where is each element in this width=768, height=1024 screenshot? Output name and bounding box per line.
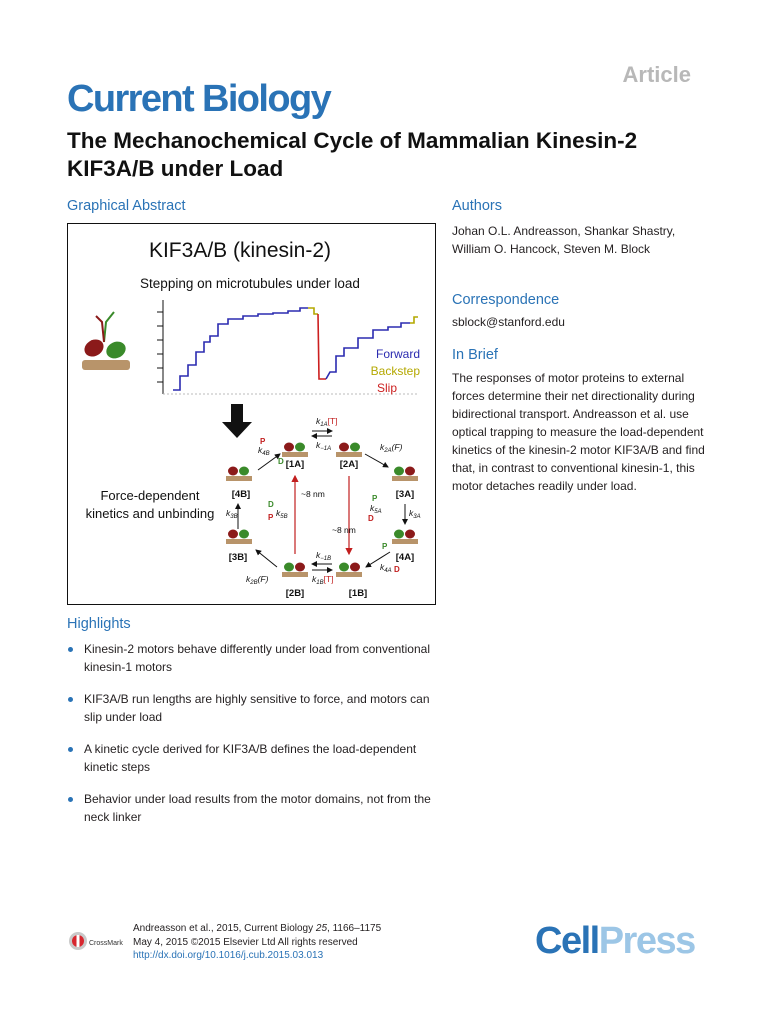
authors-list: Johan O.L. Andreasson, Shankar Shastry, William O. Hancock, Steven M. Block bbox=[452, 224, 676, 256]
rate-k5A: $k_{5A}$ bbox=[370, 503, 382, 515]
state-1A: [1A] bbox=[285, 459, 305, 470]
motor-3A bbox=[392, 467, 418, 482]
slip-trace bbox=[318, 314, 326, 379]
rate-k2B: $k_{2B}(F)$ bbox=[246, 574, 269, 586]
transition-arrow bbox=[222, 404, 252, 438]
highlight-item bbox=[67, 690, 447, 726]
graphical-abstract-figure bbox=[67, 223, 436, 605]
state-4A: [4A] bbox=[395, 552, 415, 563]
bullet-icon bbox=[68, 797, 73, 802]
in-brief-text: The responses of motor proteins to external forces determine their net directionality during bidirectional transport. Andreasson et al. use optical trapping to measure the load-dependent kinetics of the kinesin-2 motor KIF3A/B and find that, in contrast to conventional kinesin-1, this motor detaches readily under load. bbox=[452, 371, 705, 493]
force-label-line2: kinetics and unbinding bbox=[85, 506, 215, 521]
rate-k5B: $k_{5B}$ bbox=[276, 508, 288, 520]
motor-1A bbox=[282, 443, 308, 458]
nucleotide-P-3A: P bbox=[372, 494, 378, 503]
citation-block bbox=[133, 922, 381, 963]
rate-k4B: $k_{4B}$ bbox=[258, 445, 270, 457]
state-2B: [2B] bbox=[285, 588, 305, 599]
force-label-line1: Force-dependent bbox=[100, 488, 200, 503]
crossmark-logo[interactable] bbox=[68, 930, 130, 957]
highlight-item bbox=[67, 790, 447, 826]
rate-k1B: $k_{1B}[T]$ bbox=[312, 574, 334, 586]
citation-line: Andreasson et al., 2015, Current Biology 25, 1166–1175 bbox=[133, 923, 382, 934]
nucleotide-P: P bbox=[260, 437, 266, 446]
in-brief-heading: In Brief bbox=[452, 347, 498, 363]
figure-title: KIF3A/B (kinesin-2) bbox=[148, 239, 332, 262]
rate-k1A: $k_{1A}[T]$ bbox=[316, 416, 338, 428]
motor-4B bbox=[226, 467, 252, 482]
copyright-line: May 4, 2015 ©2015 Elsevier Ltd All rights reserved bbox=[133, 936, 358, 948]
step-label-a: ~8 nm bbox=[332, 525, 356, 535]
bullet-icon bbox=[68, 747, 73, 752]
state-4B: [4B] bbox=[231, 489, 251, 500]
correspondence-heading: Correspondence bbox=[452, 292, 560, 308]
nucleotide-D: D bbox=[278, 457, 284, 466]
authors-heading: Authors bbox=[452, 198, 502, 214]
state-3A: [3A] bbox=[395, 489, 415, 500]
rate-km1B: $k_{-1B}$ bbox=[316, 550, 332, 562]
backstep-trace bbox=[308, 308, 318, 314]
bullet-icon bbox=[68, 697, 73, 702]
highlights-list bbox=[67, 640, 447, 840]
graphical-abstract-svg bbox=[68, 224, 434, 603]
press-wordmark: Press bbox=[598, 920, 695, 962]
doi-link[interactable]: http://dx.doi.org/10.1016/j.cub.2015.03.013 bbox=[133, 950, 324, 961]
forward-trace bbox=[173, 308, 308, 390]
highlight-text: Behavior under load results from the motor domains, not from the neck linker bbox=[84, 792, 431, 824]
highlight-item bbox=[67, 740, 447, 776]
backstep-trace-2 bbox=[410, 317, 418, 323]
motor-3B bbox=[226, 530, 252, 545]
kinesin-motor-illustration bbox=[81, 312, 130, 370]
cell-wordmark: Cell bbox=[535, 920, 599, 962]
rate-k4A: $k_{4A}$ bbox=[380, 562, 392, 574]
nucleotide-P-4A: P bbox=[382, 542, 388, 551]
kinetic-cycle-diagram bbox=[226, 416, 421, 599]
highlight-text: Kinesin-2 motors behave differently under load from conventional kinesin-1 motors bbox=[84, 642, 430, 674]
article-type-label: Article bbox=[622, 62, 691, 87]
correspondence-email[interactable]: sblock@stanford.edu bbox=[452, 315, 565, 329]
graphical-abstract-heading: Graphical Abstract bbox=[67, 198, 186, 214]
rate-k2A: $k_{2A}(F)$ bbox=[380, 442, 403, 454]
journal-name: Current Biology bbox=[67, 78, 331, 120]
state-1B: [1B] bbox=[348, 588, 368, 599]
crossmark-icon bbox=[68, 930, 130, 952]
state-3B: [3B] bbox=[228, 552, 248, 563]
rate-k3B: $k_{3B}$ bbox=[226, 508, 238, 520]
cellpress-logo bbox=[535, 920, 695, 963]
motor-1B bbox=[336, 563, 362, 578]
highlight-item bbox=[67, 640, 447, 676]
highlights-heading: Highlights bbox=[67, 616, 131, 632]
nucleotide-D-3A: D bbox=[368, 514, 374, 523]
nucleotide-D-4A: D bbox=[394, 565, 400, 574]
step-label-b: ~8 nm bbox=[301, 489, 325, 499]
figure-subtitle: Stepping on microtubules under load bbox=[140, 276, 360, 291]
legend-backstep: Backstep bbox=[370, 364, 420, 378]
rate-k3A: $k_{3A}$ bbox=[409, 508, 421, 520]
highlight-text: KIF3A/B run lengths are highly sensitive to force, and motors can slip under load bbox=[84, 692, 430, 724]
crossmark-text: CrossMark bbox=[89, 940, 123, 947]
highlight-text: A kinetic cycle derived for KIF3A/B defines the load-dependent kinetic steps bbox=[84, 742, 417, 774]
rate-km1A: $k_{-1A}$ bbox=[316, 440, 332, 452]
state-2A: [2A] bbox=[339, 459, 359, 470]
legend-slip: Slip bbox=[376, 381, 397, 395]
bullet-icon bbox=[68, 647, 73, 652]
legend-forward: Forward bbox=[375, 347, 420, 361]
article-title: The Mechanochemical Cycle of Mammalian Kinesin-2 KIF3A/B under Load bbox=[67, 128, 638, 181]
motor-2A bbox=[336, 443, 362, 458]
nucleotide-D-4B: D bbox=[268, 500, 274, 509]
motor-2B bbox=[282, 563, 308, 578]
motor-4A bbox=[392, 530, 418, 545]
nucleotide-P-4B: P bbox=[268, 513, 274, 522]
